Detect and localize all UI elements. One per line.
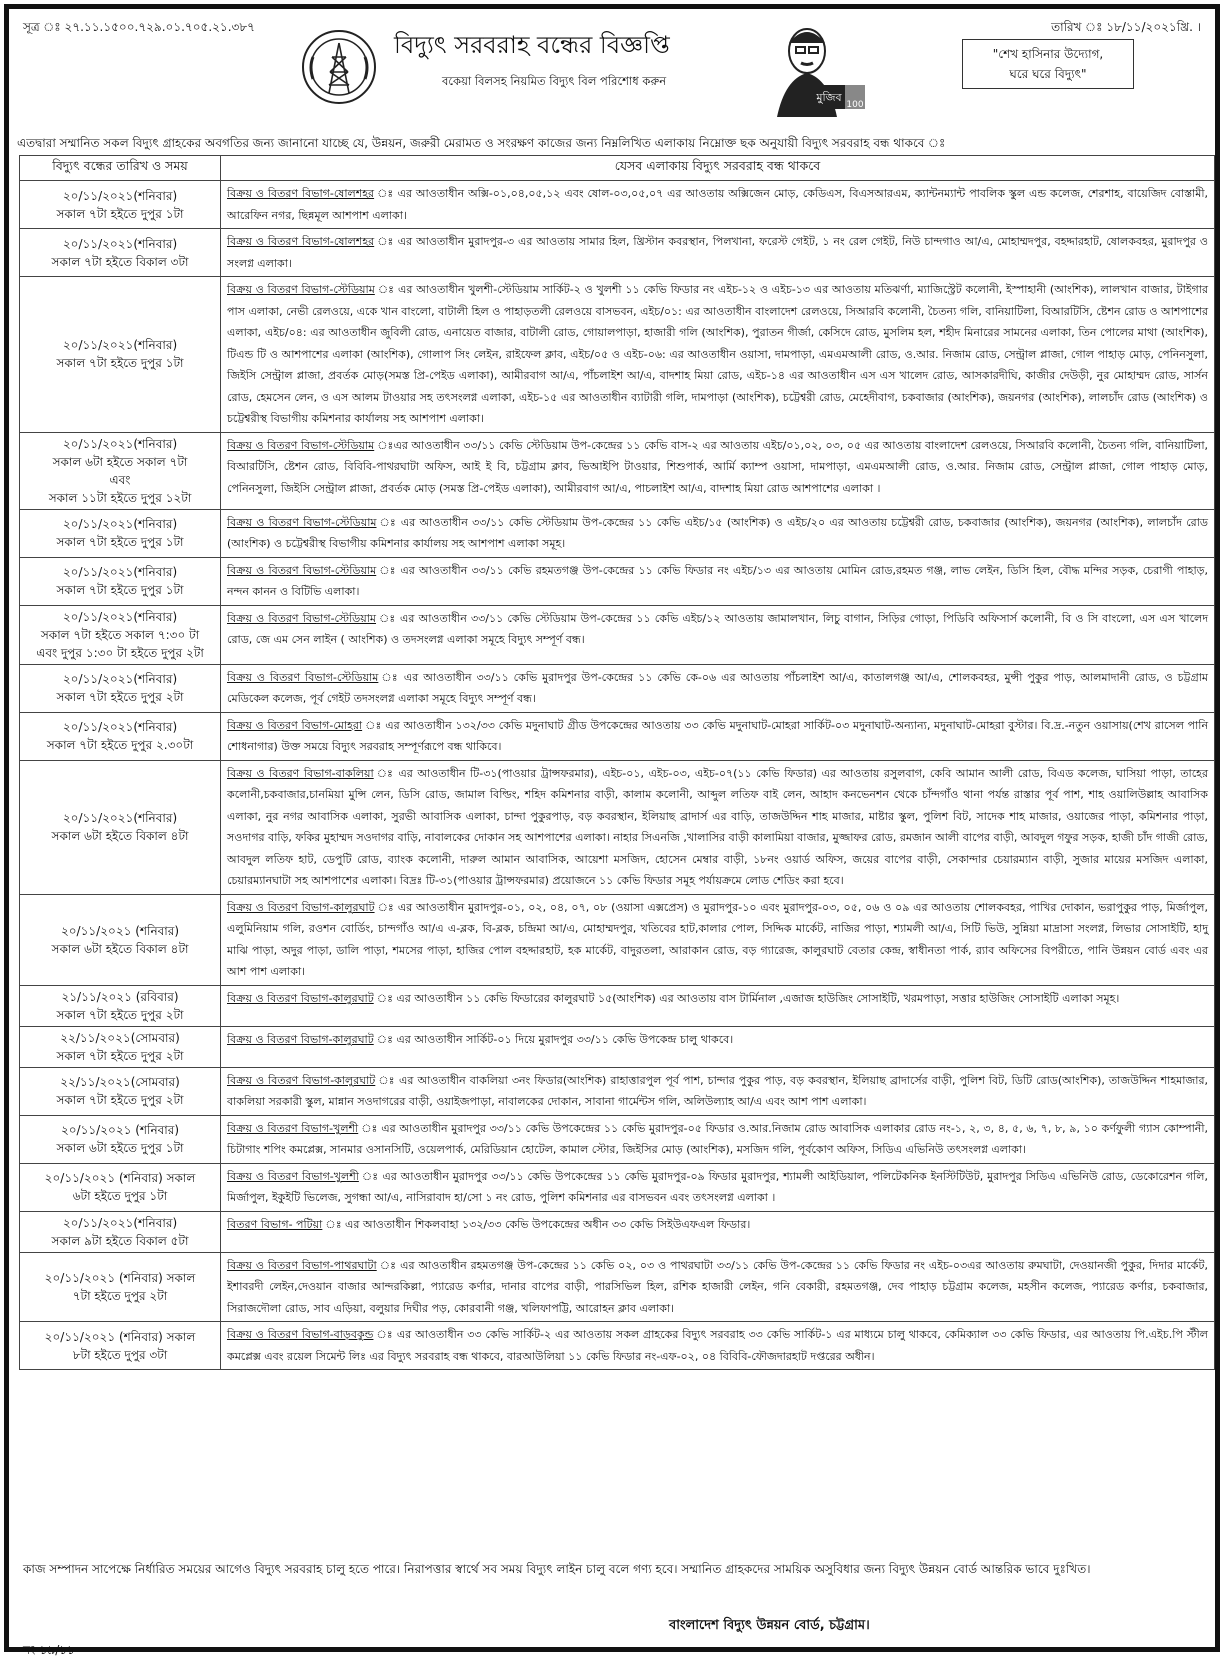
outage-areas — [221, 277, 1215, 433]
outage-table — [19, 155, 1215, 1370]
slogan-line-2: ঘরে ঘরে বিদ্যুৎ" — [1009, 67, 1087, 81]
outage-areas — [221, 985, 1215, 1026]
header-areas: যেসব এলাকায় বিদ্যুৎ সরবরাহ বন্ধ থাকবে — [221, 156, 1215, 181]
division-name: বিক্রয় ও বিতরণ বিভাগ-স্টেডিয়াম — [227, 515, 377, 529]
outage-areas — [221, 712, 1215, 760]
table-row — [20, 1163, 1215, 1211]
outage-areas — [221, 1211, 1215, 1252]
table-row — [20, 1322, 1215, 1370]
outage-date-time: ২২/১১/২০২১(সোমবার) সকাল ৭টা হইতে দুপুর ২টা — [20, 1067, 221, 1115]
outage-date-time: ২০/১১/২০২১ (শনিবার) সকাল ৬টা হইতে বিকাল ৪টা — [20, 894, 221, 985]
header-date-time: বিদ্যুৎ বন্ধের তারিখ ও সময় — [20, 156, 221, 181]
table-row — [20, 894, 1215, 985]
area-list: ঃ এর আওতাধীন মুরাদপুর-০১, ০২, ০৪, ০৭, ০৮ (ওয়াসা এক্সপ্রেস) ও মুরাদপুর-১০ এবং মুরাদপুর-০৩, ০৫, ০৬ ও ০৯ এর আওতায় শোলকবহর, পাখির দোকান, ভরাপুকুর পাড়, মির্জাপুল, এলুমিনিয়াম গলি, রওশন বোর্ডিং, চান্দগাঁও আ/এ এ-ব্লক, বি-ব্লক, চন্দ্রিমা আ/এ, মোহাম্মদপুর, খতিবের হাট,কালার পোল, সিদ্দিক মার্কেট, নাজির পাড়া, শ্যামলী আ/এ, সিটি ভিউ, সুন্নিয়া মাদ্রাসা সংলগ্ন, লিভার সোসাইটি, হাদু মাঝি পাড়া, অদুর পাড়া, ডালি পাড়া, শমসের পাড়া, হাজির পোল বহদ্দারহাট, হক মার্কেট, বাদুরতলা, আরাকান রোড, বড় গ্যারেজ, কালুরঘাট বেতার কেন্দ্র, স্বাধীনতা পার্ক, র‌্যাব অফিসের বিপরীতে, পানি উন্নয়ন বোর্ড এবং এর আশ পাশ এলাকা। — [227, 900, 1208, 978]
area-list: ঃ এর আওতাধীন ১৩২/৩৩ কেভি মদুনাঘাট গ্রীড উপকেন্দ্রের আওতায় ৩৩ কেভি মদুনাঘাট-মোহরা সার্কিট-০৩ মদুনাঘাট-অন্যান্য, মদুনাঘাট-মোহরা বুস্টার। বি.দ্র.-নতুন ওয়াসায়(শেখ রাসেল পানি শোধনাগার) উক্ত সময়ে বিদ্যুৎ সরবরাহ সম্পূর্ণরূপে বন্ধ থাকিবে। — [227, 718, 1209, 753]
area-list: ঃ এর আওতাধীন অক্সি-০১,০৪,০৫,১২ এবং ষোল-০৩,০৫,০৭ এর আওতায় অক্সিজেন মোড়, কেডিএস, বিএসআরএম, ক্যান্টনম্যান্ট পাবলিক স্কুল এন্ড কলেজ, শেরশাহ, বায়েজিদ বোস্তামী, আরেফিন নগর, ছিন্নমূল আশপাশ এলাকা। — [227, 187, 1208, 222]
area-list: ঃ এর আওতাধীন ১১ কেভি ফিডারের কালুরঘাট ১৫(আংশিক) এর আওতায় বাস টার্মিনাল ,এজাজ হাউজিং সোসাইটি, খরমপাড়া, সত্তার হাউজিং সোসাইটি এলাকা সমূহ। — [373, 991, 1120, 1005]
outage-areas — [221, 664, 1215, 712]
division-name: বিক্রয় ও বিতরণ বিভাগ-ষোলশহর — [227, 235, 375, 248]
outage-areas — [221, 1026, 1215, 1067]
table-row — [20, 229, 1215, 277]
outage-date-time: ২০/১১/২০২১(শনিবার) সকাল ৯টা হইতে বিকাল ৫টা — [20, 1211, 221, 1252]
table-row — [20, 277, 1215, 433]
notice-number: নং-১৯/১১ — [23, 1643, 75, 1657]
area-list: ঃ এর আওতাধীন ৩৩ কেভি সার্কিট-২ এর আওতায় সকল গ্রাহকের বিদ্যুৎ সরবরাহ ৩৩ কেভি সার্কিট-১ এর মাধ্যমে চালু থাকবে, কেমিক্যাল ৩৩ কেভি ফিডার, এর আওতায় পি.এইচ.পি স্টীল কমপ্লেক্স এবং রয়েল সিমেন্ট লিঃ এর বিদ্যুৎ সরবরাহ বন্ধ থাকবে, বারআউলিয়া ১১ কেভি ফিডার নং-এফ-০২, ০৪ বিবিবি-ফৌজদারহাট দপ্তরের অধীন। — [227, 1328, 1208, 1363]
outage-date-time: ২০/১১/২০২১(শনিবার) সকাল ৬টা হইতে বিকাল ৪টা — [20, 760, 221, 894]
intro-text: এতদ্বারা সম্মানিত সকল বিদ্যুৎ গ্রাহকের অবগতির জন্য জানানো যাচ্ছে যে, উন্নয়ন, জরুরী মেরামত ও সংরক্ষণ কাজের জন্য নিম্নলিখিত এলাকায় নিম্নোক্ত ছক অনুযায়ী বিদ্যুৎ সরবরাহ বন্ধ থাকবে ঃ — [17, 136, 946, 150]
slogan-box — [962, 39, 1134, 89]
division-name: বিক্রয় ও বিতরণ বিভাগ-স্টেডিয়াম — [227, 670, 379, 684]
area-list: ঃ এর আওতাধীন টি-৩১(পাওয়ার ট্রান্সফরমার), এইচ-০১, এইচ-০৩, এইচ-০৭(১১ কেভি ফিডার) এর আওতায় রসুলবাগ, কেবি আমান আলী রোড, বিএড কলেজ, ঘাসিয়া পাড়া, তাহের কলোনী,চকবাজার,চানমিয়া মুন্সি লেন, ডিসি রোড, জামাল বিল্ডিং, শহিদ কমিশনার বাড়ী, কালাম কলোনী, আব্দুল লতিফ বাই লেন, আহাদ কনভেনশন থেকে চাঁন্দগাঁও থানা পর্যন্ত রাস্তার পূর্ব পাশ, শাহ ওয়ালিউল্লাহ আবাসিক এলাকা, নুর নগর আবাসিক এলাকা, সুরভী আবাসিক এলাকা, চান্দা পুকুরপাড়, বড় কবরস্থান, ইলিয়াছ ব্রাদার্স এর বাড়ি, তাজউদ্দিন শাহ মাজার, মাষ্টার স্কুল, পুলিশ বিট, সাদেক শাহ মাজার, ওয়াজের পাড়া, কমিশনার পাড়া, সওদাগর বাড়ি, ফকির মুহাম্মদ সওদাগর বাড়ি, নাবালকের দোকান সহ আশপাশের এলাকা। নাহার সিএনজি ,খালাসির বাড়ী কালামিয়া বাজার, মুজ্জাফর রোড, রমজান আলী বাপের বাড়ী, আবদুল গফুর সড়ক, হাজী চাঁদ গাজী রোড, আবদুল লতিফ হাট, ডেপুটি রোড, ব্যাংক কলোনী, দারুল আমান আবাসিক, আয়েশা মসজিদ, হোসেন মেম্বার বাড়ী, ১৮নং ওয়ার্ড অফিস, জয়ের বাপের বাড়ী, সেকান্দার চেয়ারম্যান বাড়ী, সুজার মায়ের মসজিদ এলাকা, চেয়ারম্যানঘাটা সহ আশপাশের এলাকা। বিদ্রঃ টি-৩১(পাওয়ার ট্রান্সফরমার) প্রয়োজনে ১১ কেভি ফিডার সমূহ পর্যায়ক্রমে লোড শেডিং করা হবে। — [227, 766, 1208, 887]
table-row — [20, 1067, 1215, 1115]
outage-date-time: ২০/১১/২০২১(শনিবার) সকাল ৭টা হইতে দুপুর ১টা — [20, 509, 221, 557]
area-list: ঃ এর আওতাধীন শিকলবাহা ১৩২/৩৩ কেভি উপকেন্দ্রের অধীন ৩৩ কেভি সিইউএফএল ফিডার। — [322, 1217, 751, 1231]
division-name: বিক্রয় ও বিতরণ বিভাগ-বাকলিয়া — [227, 766, 374, 780]
division-name: বিক্রয় ও বিতরণ বিভাগ-ষোলশহর — [227, 187, 375, 200]
division-name: বিক্রয় ও বিতরণ বিভাগ-স্টেডিয়াম — [227, 283, 375, 296]
outage-date-time: ২২/১১/২০২১(সোমবার) সকাল ৭টা হইতে দুপুর ২টা — [20, 1026, 221, 1067]
signature: বাংলাদেশ বিদ্যুৎ উন্নয়ন বোর্ড, চট্টগ্রাম। — [669, 1618, 870, 1633]
outage-date-time: ২০/১১/২০২১(শনিবার) সকাল ৭টা হইতে সকাল ৭:৩০ টা এবং দুপুর ১:৩০ টা হইতে দুপুর ২টা — [20, 605, 221, 664]
table-row — [20, 605, 1215, 664]
outage-areas — [221, 181, 1215, 229]
table-row — [20, 557, 1215, 605]
division-name: বিক্রয় ও বিতরণ বিভাগ-খুলশী — [227, 1169, 359, 1183]
notice-page — [4, 4, 1220, 1657]
division-name: বিক্রয় ও বিতরণ বিভাগ-স্টেডিয়াম — [227, 611, 377, 625]
area-list: ঃ এর আওতাধীন ৩৩/১১ কেভি মুরাদপুর উপ-কেন্দ্রের ১১ কেভি কে-০৬ এর আওতায় পাঁচলাইশ আ/এ, কাতালগঞ্জ আ/এ, শোলকবহর, মুন্সী পুকুর পাড়, আলমাদানী রোড, ও চট্টগ্রাম মেডিকেল কলেজ, পূর্ব গেইট তদসংলগ্ন এলাকা সমূহে বিদ্যুৎ সম্পূর্ণ বন্ধ। — [227, 670, 1208, 705]
division-name: বিক্রয় ও বিতরণ বিভাগ-বাড়বকুন্ড — [227, 1328, 374, 1341]
division-name: বিক্রয় ও বিতরণ বিভাগ-খুলশী — [227, 1121, 359, 1135]
outage-date-time: ২০/১১/২০২১(শনিবার) সকাল ৭টা হইতে দুপুর ২টা — [20, 664, 221, 712]
division-name: বিতরণ বিভাগ- পটিয়া — [227, 1217, 323, 1231]
notice-date: তারিখ ঃ ১৮/১১/২০২১খ্রি. । — [1051, 20, 1201, 34]
table-row — [20, 712, 1215, 760]
outage-date-time: ২০/১১/২০২১(শনিবার) সকাল ৭টা হইতে দুপুর ১টা — [20, 181, 221, 229]
division-name: বিক্রয় ও বিতরণ বিভাগ-কালুরঘাট — [227, 1032, 374, 1046]
outage-date-time: ২০/১১/২০২১ (শনিবার) সকাল ৬টা হইতে দুপুর ১টা — [20, 1163, 221, 1211]
svg-text:মুজিব: মুজিব — [816, 91, 842, 104]
table-header-row — [20, 156, 1215, 181]
outage-areas — [221, 509, 1215, 557]
area-list: ঃ এর আওতাধীন মুরাদপুর-৩ এর আওতায় সামার হিল, খ্রিস্টান কবরস্থান, পিলখানা, ফরেস্ট গেইট, ১ নং রেল গেইট, নিউ চান্দগাও আ/এ, মোহাম্মদপুর, বহদ্দারহাট, ষোলকবহর, মুরাদপুর ও সংলগ্ন এলাকা। — [227, 235, 1208, 270]
division-name: বিক্রয় ও বিতরণ বিভাগ-কালুরঘাট — [227, 900, 375, 914]
svg-text:100: 100 — [846, 100, 864, 110]
table-row — [20, 509, 1215, 557]
outage-areas — [221, 605, 1215, 664]
outage-date-time: ২০/১১/২০২১ (শনিবার) সকাল ৮টা হইতে দুপুর ৩টা — [20, 1322, 221, 1370]
area-list: ঃ এর আওতাধীন ৩৩/১১ কেভি স্টেডিয়াম উপ-কেন্দ্রের ১১ কেভি এইচ/১৫ (আংশিক) ও এইচ/২০ এর আওতায় চট্টেশ্বরী রোড, চকবাজার (আংশিক), জয়নগর (আংশিক), লালচাঁদ রোড (আংশিক) ও চট্টেশ্বরীস্থ বিভাগীয় কমিশনার কার্যালয় সহ আশপাশ এলাকা সমূহ। — [227, 515, 1208, 550]
division-name: বিক্রয় ও বিতরণ বিভাগ-স্টেডিয়াম — [227, 563, 377, 577]
table-row — [20, 181, 1215, 229]
title-block — [394, 27, 694, 92]
outage-areas — [221, 1163, 1215, 1211]
area-list: ঃ এর আওতাধীন ৩৩/১১ কেভি রহমতগঞ্জ উপ-কেন্দ্রের ১১ কেভি ফিডার নং এইচ/১৩ এর আওতায় মোমিন রোড,রহমত গঞ্জ, লাভ লেইন, ডিসি হিল, বৌদ্ধ মন্দির সড়ক, চেরাগী পাহাড়, নন্দন কানন ও বিটিভি এলাকা। — [227, 563, 1209, 598]
area-list: ঃ এর আওতাধীন মুরাদপুর ৩৩/১১ কেভি উপকেন্দ্রের ১১ কেভি মুরাদপুর-০৫ ফিডার ও.আর.নিজাম রোড আবাসিক এলাকার রোড নং-১, ২, ৩, ৪, ৫, ৬, ৭, ৮, ৯, ১০ কর্ণফুলী গ্যাস কোম্পানী, চিটাগাং শপিং কমপ্লেক্স, সানমার ওসানসিটি, ওয়েলপার্ক, মেরিডিয়ান হোটেল, কামাল স্টোর, জিইসির মোড় (আংশিক), মসজিদ গলি, পূর্বকোণ অফিস, সিডিএ এভিনিউ তৎসংলগ্ন এলাকা। — [227, 1121, 1209, 1156]
table-row — [20, 432, 1215, 509]
table-row — [20, 1115, 1215, 1163]
outage-areas — [221, 1115, 1215, 1163]
outage-date-time: ২০/১১/২০২১ (শনিবার) সকাল ৬টা হইতে দুপুর ১টা — [20, 1115, 221, 1163]
table-row — [20, 760, 1215, 894]
area-list: ঃ এর আওতাধীন ৩৩/১১ কেভি স্টেডিয়াম উপ-কেন্দ্রের ১১ কেভি এইচ/১২ আওতায় জামালখান, লিচু বাগান, সিড়ির গোড়া, পিডিবি অফিসার্স কলোনী, বি ও সি বাংলো, এস এস খালেদ রোড, জে এম সেন লাইন ( আংশিক) ও তদসংলগ্ন এলাকা সমূহে বিদ্যুৎ সম্পূর্ণ বন্ধ। — [227, 611, 1209, 646]
mujib-portrait-icon — [767, 21, 867, 117]
outage-areas — [221, 760, 1215, 894]
outage-areas — [221, 894, 1215, 985]
area-list: ঃ এর আওতাধীন মুরাদপুর ৩৩/১১ কেভি উপকেন্দ্রের ১১ কেভি মুরাদপুর-০৯ ফিডার মুরাদপুর, শ্যামলী আইডিয়াল, পলিটেকনিক ইনস্টিটিউট, মুরাদপুর সিডিএ এভিনিউ রোড, ডেকোরেশন গলি, মির্জাপুল, ইকুইটি ভিলেজ, সুগন্ধা আ/এ, নাসিরাবাদ হা/সো ১ নং রোড, পুলিশ কমিশনার এর বাসভবন এবং তৎসংলগ্ন এলাকা । — [227, 1169, 1208, 1204]
footer-note: কাজ সম্পাদন সাপেক্ষে নির্ধারিত সময়ের আগেও বিদ্যুৎ সরবরাহ চালু হতে পারে। নিরাপত্তার স্বার্থে সব সময় বিদ্যুৎ লাইন চালু বলে গণ্য হবে। সম্মানিত গ্রাহকদের সাময়িক অসুবিধার জন্য বিদ্যুৎ উন্নয়ন বোর্ড আন্তরিক ভাবে দুঃখিত। — [23, 1562, 1091, 1576]
area-list: ঃ এর আওতাধীন খুলশী-স্টেডিয়াম সার্কিট-২ ও খুলশী ১১ কেভি ফিডার নং এইচ-১২ ও এইচ-১৩ এর আওতায় মতিঝর্ণা, ম্যাজিস্ট্রেট কলোনী, ইস্পাহানী (আংশিক), লালখান বাজার, টাইগার পাস এলাকা, নেভী রেলওয়ে, একে খান বাংলো, বাটালী হিল ও পাহাড়তলী রেলওয়ে বাসভবন, এইচ/০১: এর আওতাধীন বাংলাদেশ রেলওয়ে, সিআরবি কলোনী, চৈতন্য গলি, বানিয়াটিলা, বিআরটিসি, ষ্টেশন রোড ও আশপাশের এলাকা, এইচ/০৪: এর আওতাধীন জুবিলী রোড, এনায়েত বাজার, বাটালী রোড, গোয়ালপাড়া, হাজারী গলি (আংশিক), পুরাতন গীর্জা, কেসিদে রোড, মুসলিম হল, শহীদ মিনারের সামনের এলাকা, তিন পোলের মাথা (আংশিক), টিএন্ড টি ও আশপাশের এলাকা (আংশিক), গোলাপ সিং লেইন, রাইফেল ক্লাব, এইচ/০৫ ও এইচ-০৬: এর আওতাধীন ওয়াসা, দামপাড়া, এমএমআলী রোড, ও.আর. নিজাম রোড, সেন্ট্রাল প্লাজা, গোল পাহাড় মোড়, পেনিনসুলা, জিইসি সেন্ট্রাল প্লাজা, প্রবর্তক মোড়(সমস্ত প্রি-পেইড এলাকা), আমীরবাগ আ/এ, পাঁচলাইশ আ/এ, বাদশাহ মিয়া রোড, এইচ-১৪ এর আওতাধীন এস এস খালেদ রোড, আসকারদীঘি, কাজীর দেউড়ী, নুর মোহাম্মদ রোড, সার্সন রোড, হেমসেন লেন, ও এস আলম টাওয়ার সহ তৎসংলগ্ন এলাকা, এইচ-১৫ এর আওতাধীন ব্যাটারী গলি, দামপাড়া (আংশিক), চট্টেশ্বরী রোড, মেহেদীবাগ, চকবাজার (আংশিক), জয়নগর (আংশিক), লালচাঁদ রোড (আংশিক) ও চট্টেশ্বরীস্থ বিভাগীয় কমিশনার কার্যালয় সহ আশপাশ এলাকা। — [227, 283, 1208, 425]
bpdb-logo-icon — [299, 17, 379, 117]
area-list: ঃ এর আওতাধীন সার্কিট-০১ দিয়ে মুরাদপুর ৩৩/১১ কেভি উপকেন্দ্র চালু থাকবে। — [373, 1032, 734, 1046]
table-row — [20, 664, 1215, 712]
outage-areas — [221, 1252, 1215, 1322]
outage-date-time: ২০/১১/২০২১(শনিবার) সকাল ৭টা হইতে দুপুর ১টা — [20, 557, 221, 605]
outage-date-time: ২০/১১/২০২১(শনিবার) সকাল ৭টা হইতে দুপুর ১টা — [20, 277, 221, 433]
table-row — [20, 1252, 1215, 1322]
table-row — [20, 1026, 1215, 1067]
area-list: ঃএর আওতাধীন ৩৩/১১ কেভি স্টেডিয়াম উপ-কেন্দ্রের ১১ কেভি বাস-২ এর আওতায় এইচ/০১,০২, ০৩, ০৫ এর আওতায় বাংলাদেশ রেলওয়ে, সিআরবি কলোনী, চৈতন্য গলি, বানিয়াটিলা, বিআরটিসি, ষ্টেশন রোড, বিবিবি-পাথরঘাটা অফিস, আই ই বি, চট্টগ্রাম ক্লাব, ভিআইপি টাওয়ার, শিশুপার্ক, আর্মি ক্যাম্প ওয়াসা, দামপাড়া, এমএমআলী রোড, ও.আর. নিজাম রোড, সেন্ট্রাল প্লাজা, গোল পাহাড় মোড়, পেনিনসুলা, জিইসি সেন্ট্রাল প্লাজা, প্রবর্তক মোড় (সমস্ত প্রি-পেইড এলাকা), আমীরবাগ আ/এ, পাচলাইশ আ/এ, বাদশাহ মিয়া রোড আশপাশের এলাকা । — [227, 438, 1208, 495]
table-row — [20, 985, 1215, 1026]
outage-areas — [221, 432, 1215, 509]
area-list: ঃ এর আওতাধীন বাকলিয়া ৩নং ফিডার(আংশিক) রাহাত্তারপুল পূর্ব পাশ, চান্দার পুকুর পাড়, বড় কবরস্থান, ইলিয়াছ ব্রাদার্সের বাড়ী, পুলিশ বিট, ডিটি রোড(আংশিক), তাজউদ্দিন শাহমাজার, বাকলিয়া সরকারী স্কুল, মান্নান সওদাগরের বাড়ী, ওয়াইজপাড়া, নাবালকের দোকান, সাবানা গার্মেন্টস গলি, অলিউল্যাহ আ/এ এবং আশ পাশ এলাকা। — [227, 1073, 1208, 1108]
division-name: বিক্রয় ও বিতরণ বিভাগ-পাথরঘাটা — [227, 1258, 377, 1272]
division-name: বিক্রয় ও বিতরণ বিভাগ-স্টেডিয়াম — [227, 438, 375, 452]
outage-areas — [221, 1067, 1215, 1115]
outage-areas — [221, 1322, 1215, 1370]
outage-date-time: ২০/১১/২০২১(শনিবার) সকাল ৭টা হইতে বিকাল ৩টা — [20, 229, 221, 277]
table-row — [20, 1211, 1215, 1252]
division-name: বিক্রয় ও বিতরণ বিভাগ-কালুরঘাট — [227, 991, 374, 1005]
outage-areas — [221, 557, 1215, 605]
notice-subtitle: বকেয়া বিলসহ নিয়মিত বিদ্যুৎ বিল পরিশোধ করুন — [442, 74, 667, 88]
reference-number: সূত্র ঃ ২৭.১১.১৫০০.৭২৯.০১.৭০৫.২১.৩৮৭ — [23, 20, 255, 34]
outage-date-time: ২০/১১/২০২১(শনিবার) সকাল ৭টা হইতে দুপুর ২.৩০টা — [20, 712, 221, 760]
division-name: বিক্রয় ও বিতরণ বিভাগ-কালুরঘাট — [227, 1073, 376, 1087]
slogan-line-1: "শেখ হাসিনার উদ্যোগ, — [992, 47, 1104, 61]
division-name: বিক্রয় ও বিতরণ বিভাগ-মোহরা — [227, 718, 363, 732]
outage-date-time: ২১/১১/২০২১ (রবিবার) সকাল ৭টা হইতে দুপুর ২টা — [20, 985, 221, 1026]
notice-title: বিদ্যুৎ সরবরাহ বন্ধের বিজ্ঞপ্তি — [394, 31, 670, 59]
outage-date-time: ২০/১১/২০২১ (শনিবার) সকাল ৭টা হইতে দুপুর ২টা — [20, 1252, 221, 1322]
outage-date-time: ২০/১১/২০২১(শনিবার) সকাল ৬টা হইতে সকাল ৭টা এবং সকাল ১১টা হইতে দুপুর ১২টা — [20, 432, 221, 509]
outage-areas — [221, 229, 1215, 277]
area-list: ঃ এর আওতাধীন রহমতগঞ্জ উপ-কেন্দ্রের ১১ কেভি ০২, ০৩ ও পাথরঘাটা ৩৩/১১ কেভি উপ-কেন্দ্রের ১১ কেভি ফিডার নং এইচ-০৩এর আওতায় রুমঘাটা, দেওয়ানজী পুকুর, দিদার মার্কেট, ইশাবরদী লেইন,দেওয়ান বাজার আন্দরকিল্লা, প্যারেড কর্ণার, দানার বাপের বাড়ী, পারসিভিল হিল, রশিক হাজারী লেইন, গনি বেকারী, রহমতগঞ্জ, দেব পাহাড় চট্টগ্রাম কলেজ, মহসীন কলেজ, প্যারেড কর্ণার, চকবাজার, সিরাজদৌলা রোড, সাব এড়িয়া, বলুয়ার দিঘীর পড়, কোরবানী গঞ্জ, খলিফাপট্টি, আরোহন ক্লাব এলাকা। — [227, 1258, 1208, 1315]
